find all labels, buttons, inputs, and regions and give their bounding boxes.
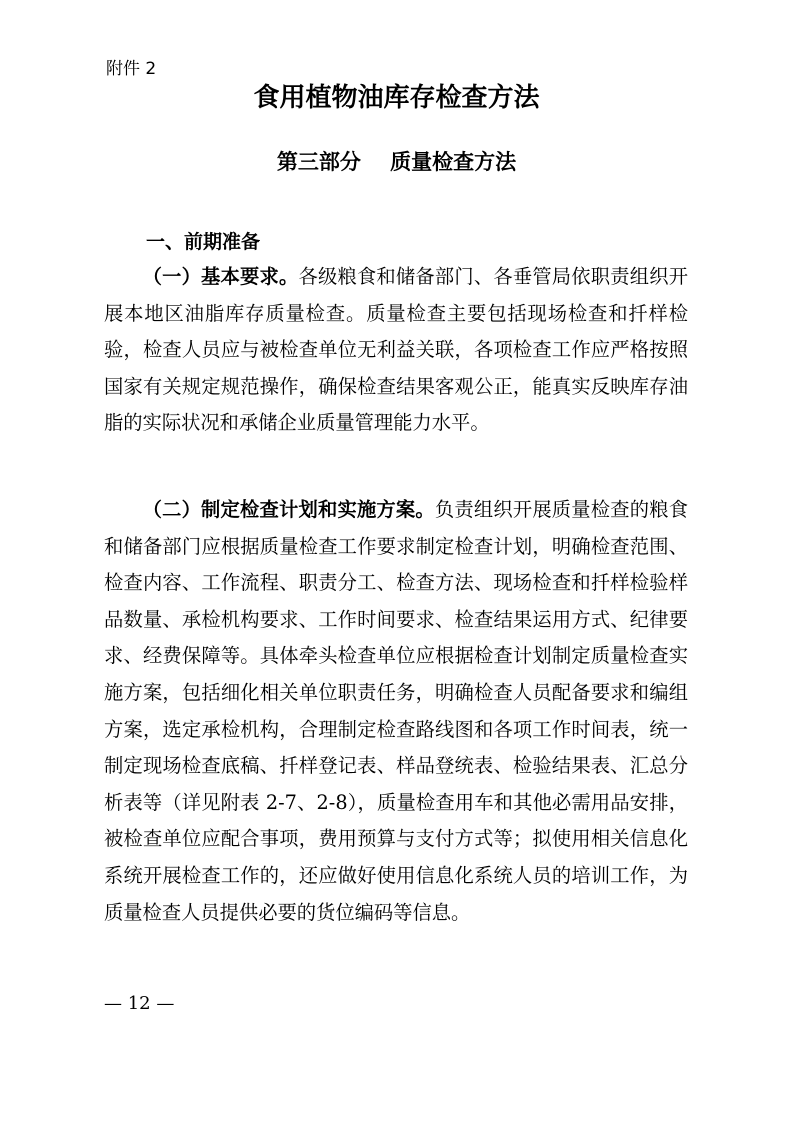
page-number: — 12 —: [104, 993, 175, 1014]
part-title: 第三部分 质量检查方法: [276, 149, 517, 174]
attachment-label: 附件 2: [106, 59, 157, 79]
paragraph-body: 各级粮食和储备部门、各垂管局依职责组织开展本地区油脂库存质量检查。质量检查主要包括现场检查和扦样检验，检查人员应与被检查单位无利益关联，各项检查工作应严格按照国家有关规定规范操作，确保检查结果客观公正，能真实反映库存油脂的实际状况和承储企业质量管理能力水平。: [104, 265, 688, 435]
paragraph-lead: （一）基本要求。: [142, 265, 299, 288]
paragraph-lead: （二）制定检查计划和实施方案。: [142, 498, 435, 521]
paragraph-basic-requirements: [104, 259, 688, 442]
paragraph-body: 负责组织开展质量检查的粮食和储备部门应根据质量检查工作要求制定检查计划，明确检查范围、检查内容、工作流程、职责分工、检查方法、现场检查和扦样检验样品数量、承检机构要求、工作时间要求、检查结果运用方式、纪律要求、经费保障等。具体牵头检查单位应根据检查计划制定质量检查实施方案，包括细化相关单位职责任务，明确检查人员配备要求和编组方案，选定承检机构，合理制定检查路线图和各项工作时间表，统一制定现场检查底稿、扦样登记表、样品登统表、检验结果表、汇总分析表等（详见附表 2-7、2-8），质量检查用车和其他必需用品安排，被检查单位应配合事项，费用预算与支付方式等；拟使用相关信息化系统开展检查工作的，还应做好使用信息化系统人员的培训工作，为质量检查人员提供必要的货位编码等信息。: [104, 498, 689, 924]
document-title: 食用植物油库存检查方法: [253, 83, 540, 113]
paragraph-inspection-plan: [104, 492, 688, 931]
section-heading: 一、前期准备: [146, 231, 261, 253]
